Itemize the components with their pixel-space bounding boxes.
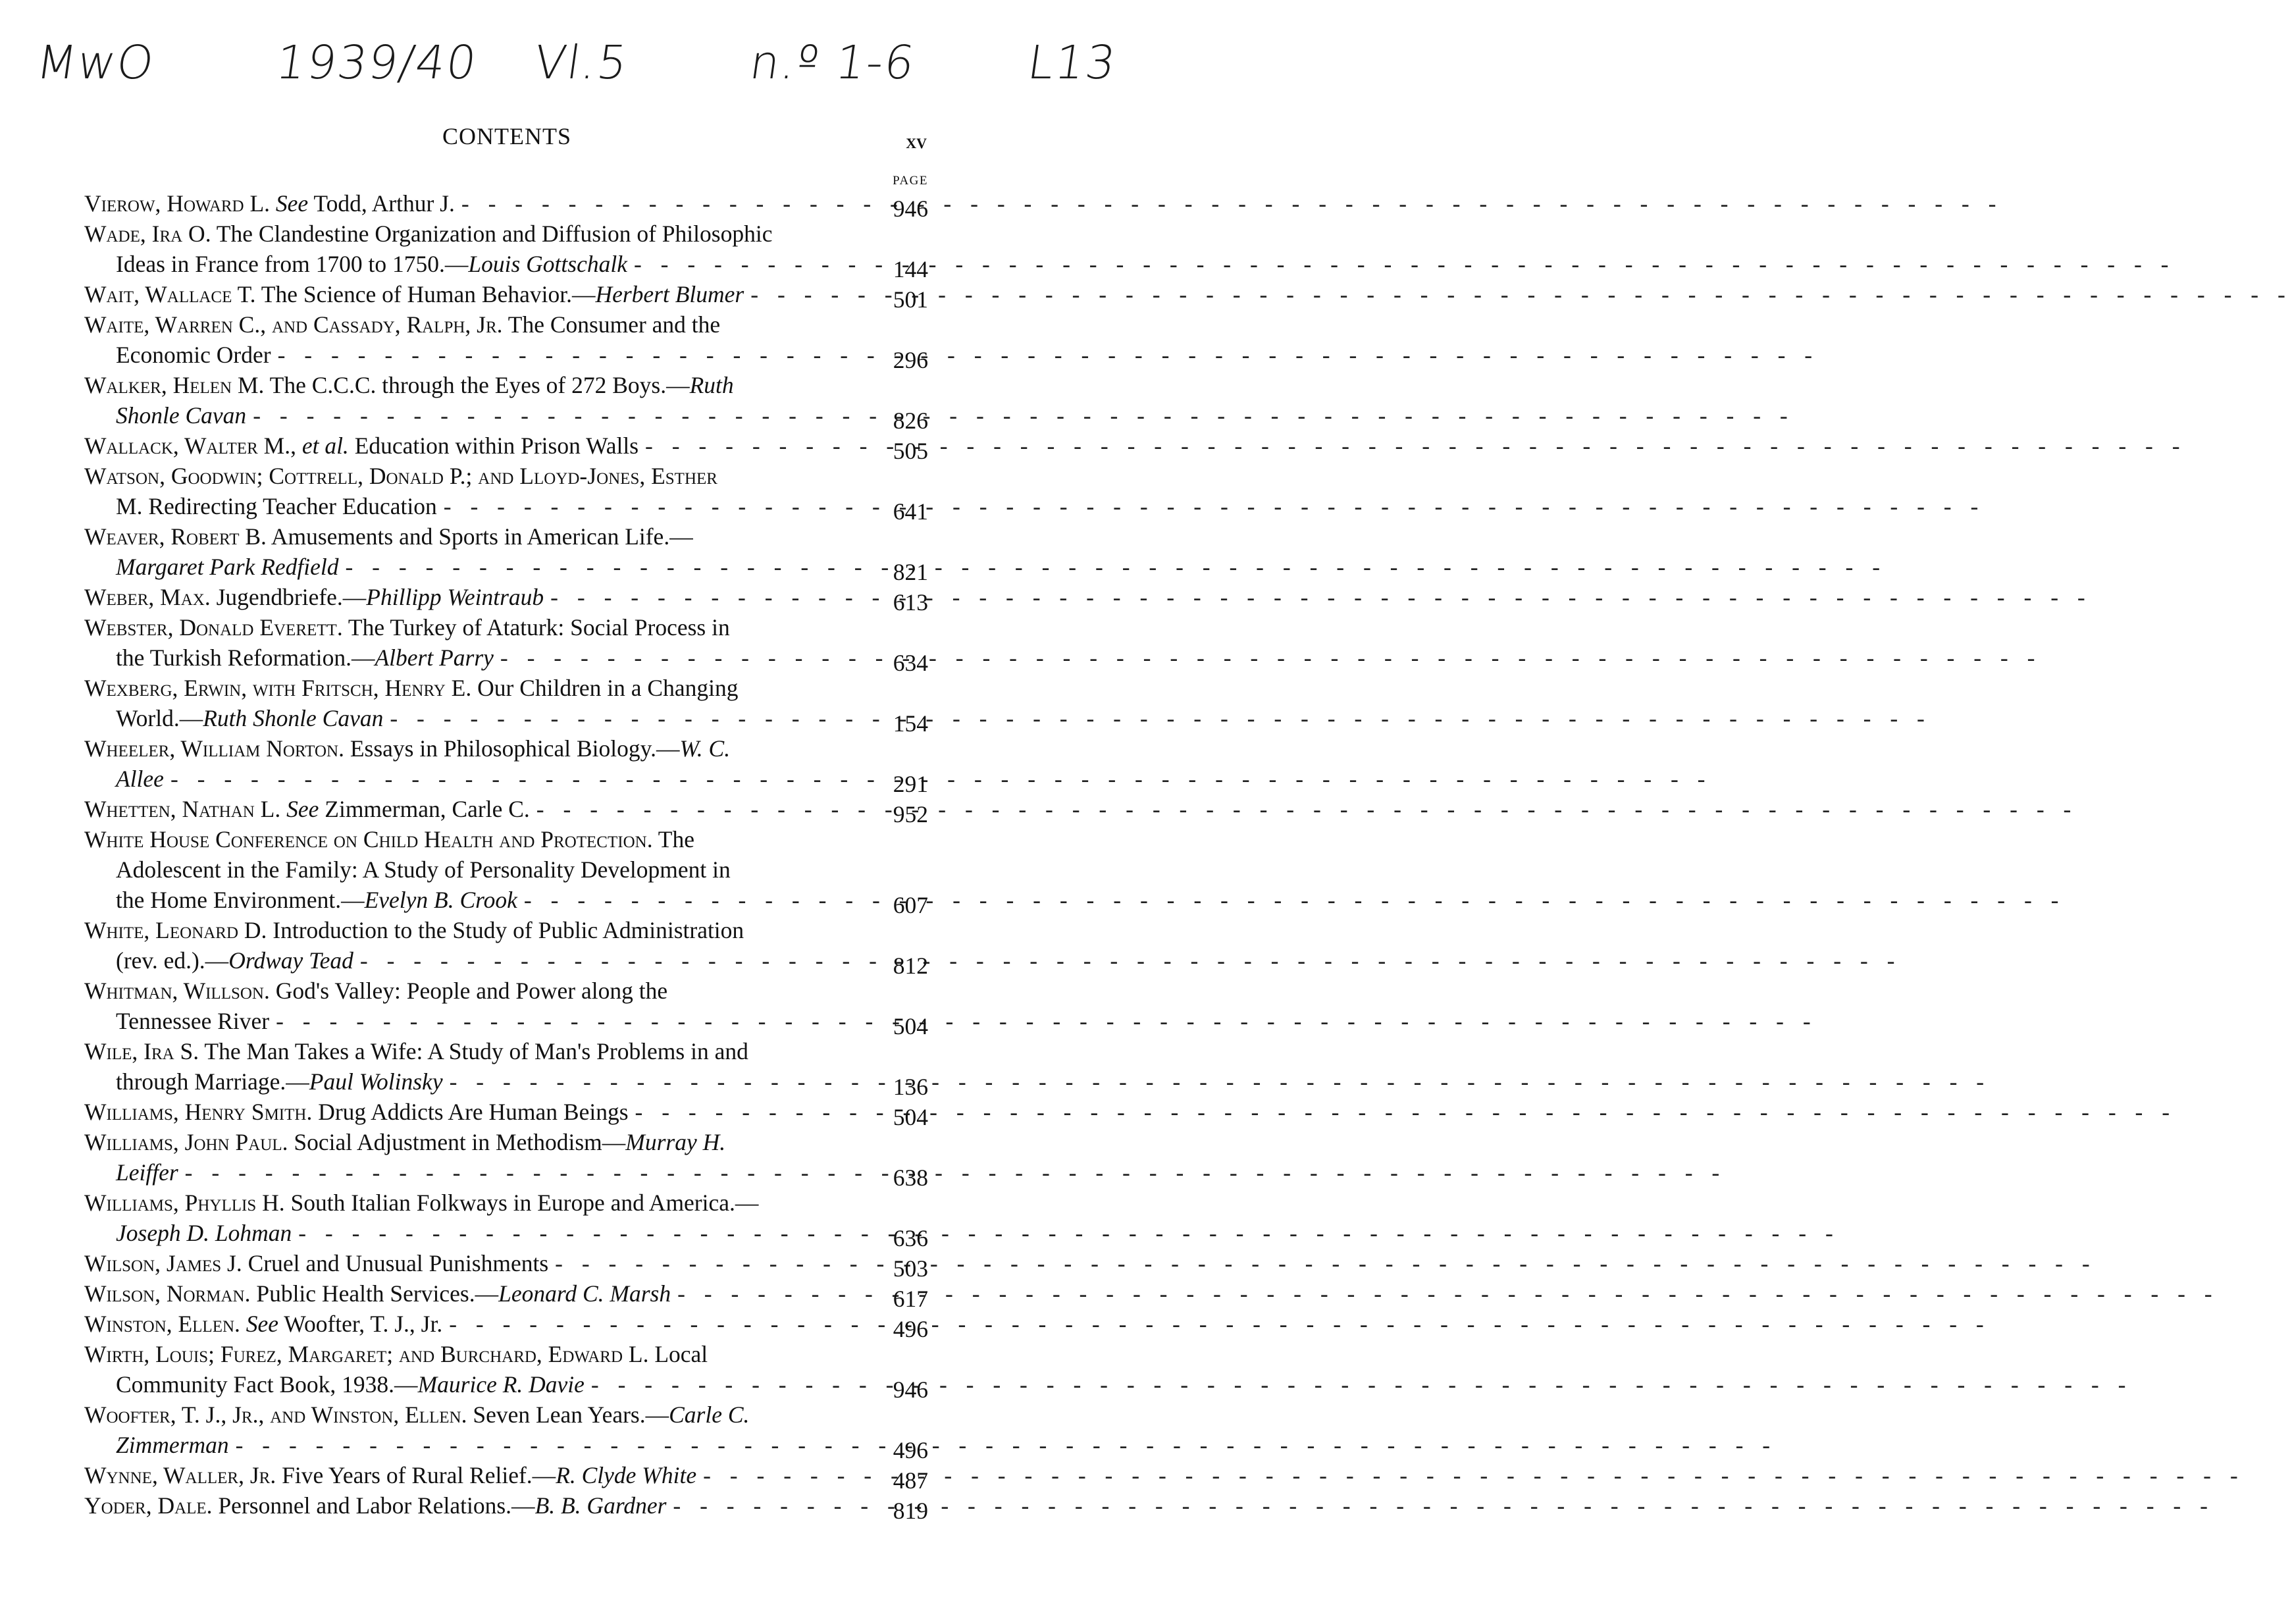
dot-leader <box>178 1157 1727 1188</box>
dot-leader <box>585 1369 2133 1400</box>
entry-title: Five Years of Rural Relief.—R. Clyde White <box>276 1462 697 1488</box>
handwritten-mark: 1939/40 <box>273 36 481 90</box>
entry-page-number: 296 <box>893 347 928 373</box>
entry-page-number: 154 <box>893 710 928 737</box>
entry-title-continued: Joseph D. Lohman <box>116 1220 292 1246</box>
entry-title-continued: (rev. ed.).—Ordway Tead <box>116 947 353 974</box>
toc-entry <box>84 309 928 373</box>
dot-leader <box>246 400 1794 431</box>
entry-page-number: 613 <box>893 589 928 616</box>
entry-title: Local <box>648 1341 708 1367</box>
toc-entry <box>84 431 928 464</box>
entry-page-number: 641 <box>893 498 928 525</box>
entry-page-number: 136 <box>893 1074 928 1100</box>
entry-title: Education within Prison Walls <box>348 432 639 459</box>
entry-title: Essays in Philosophical Biology.—W. C. <box>344 735 731 762</box>
handwritten-mark: MwO <box>33 36 159 90</box>
toc-entry <box>84 915 928 979</box>
toc-entry <box>84 279 928 313</box>
entry-title: God's Valley: People and Power along the <box>269 978 668 1004</box>
entry-author: Walker, Helen M. <box>84 372 265 398</box>
dot-leader <box>443 1066 1991 1097</box>
toc-entry <box>84 1248 928 1282</box>
page-column-label: PAGE <box>893 174 928 188</box>
entry-page-number: 504 <box>893 1104 928 1130</box>
dot-leader <box>517 885 2066 915</box>
entry-page-number: 812 <box>893 953 928 979</box>
dot-leader <box>696 1460 2245 1490</box>
entry-title: The Turkey of Ataturk: Social Process in <box>342 614 730 641</box>
entry-page-number: 636 <box>893 1225 928 1251</box>
toc-entry <box>84 824 928 918</box>
toc-entry <box>84 1339 928 1403</box>
entry-title: Jugendbriefe.—Phillipp Weintraub <box>210 584 544 610</box>
dot-leader <box>744 279 2292 309</box>
entry-title: See Todd, Arthur J. <box>275 190 455 217</box>
entry-title-continued: through Marriage.—Paul Wolinsky <box>116 1068 443 1095</box>
entry-author: Wade, Ira O. <box>84 221 211 247</box>
entry-page-number: 826 <box>893 407 928 434</box>
entry-page-number: 291 <box>893 771 928 797</box>
entry-title: The Clandestine Organization and Diffusion of Philosophic <box>211 221 773 247</box>
entry-title: Our Children in a Changing <box>471 675 739 701</box>
dot-leader <box>494 642 2042 673</box>
toc-entry <box>84 1400 928 1463</box>
entry-page-number: 821 <box>893 559 928 585</box>
entry-author: Wait, Wallace T. <box>84 281 256 307</box>
toc-entry <box>84 794 928 827</box>
toc-entry <box>84 673 928 737</box>
entry-author: Wilson, Norman. <box>84 1280 251 1307</box>
toc-entry <box>84 521 928 585</box>
entry-title-continued: Adolescent in the Family: A Study of Personality Development in <box>116 856 731 883</box>
entry-title: The Man Takes a Wife: A Study of Man's Problems in and <box>199 1038 748 1064</box>
dot-leader <box>530 794 2078 824</box>
entry-title-continued: Community Fact Book, 1938.—Maurice R. Davie <box>116 1371 585 1398</box>
entry-author: Wallack, Walter M., et al. <box>84 432 349 459</box>
entry-author: Wile, Ira S. <box>84 1038 199 1064</box>
entry-title: South Italian Folkways in Europe and America.— <box>284 1190 759 1216</box>
dot-leader <box>338 552 1887 582</box>
dot-leader <box>544 582 2092 612</box>
entry-author: Yoder, Dale. <box>84 1492 213 1519</box>
toc-entry <box>84 1036 928 1100</box>
entry-page-number: 634 <box>893 650 928 676</box>
entry-page-number: 503 <box>893 1255 928 1282</box>
entry-author: Watson, Goodwin; Cottrell, Donald P.; and Lloyd-Jones, Esther <box>84 463 717 489</box>
entry-author: Wilson, James J. <box>84 1250 242 1276</box>
entry-title-continued: Shonle Cavan <box>116 402 247 429</box>
entry-title: The <box>652 826 695 852</box>
entry-page-number: 487 <box>893 1467 928 1494</box>
entry-title: Public Health Services.—Leonard C. Marsh <box>250 1280 671 1307</box>
entry-title-continued: World.—Ruth Shonle Cavan <box>116 705 384 731</box>
entry-author: Williams, Phyllis H. <box>84 1190 285 1216</box>
entry-author: Wexberg, Erwin, with Fritsch, Henry E. <box>84 675 472 701</box>
entry-author: Woofter, T. J., Jr., and Winston, Ellen. <box>84 1401 467 1428</box>
entry-page-number: 638 <box>893 1165 928 1191</box>
dot-leader <box>229 1430 1777 1460</box>
toc-entry <box>84 1460 928 1494</box>
entry-title-continued: Margaret Park Redfield <box>116 554 339 580</box>
entry-title: Amusements and Sports in American Life.— <box>266 523 693 550</box>
entry-author: Whetten, Nathan L. <box>84 796 281 822</box>
entry-author: Whitman, Willson. <box>84 978 270 1004</box>
handwritten-mark: L13 <box>1024 36 1120 90</box>
dot-leader <box>164 764 1712 794</box>
dot-leader <box>383 703 1931 733</box>
handwritten-mark: Vl.5 <box>531 36 632 90</box>
entry-title: Seven Lean Years.—Carle C. <box>467 1401 750 1428</box>
entry-author: Weber, Max. <box>84 584 211 610</box>
entry-title: Personnel and Labor Relations.—B. B. Gardner <box>212 1492 667 1519</box>
entry-page-number: 144 <box>893 256 928 282</box>
toc-entry <box>84 976 928 1039</box>
entry-author: Waite, Warren C., and Cassady, Ralph, Jr. <box>84 311 503 338</box>
entry-page-number: 946 <box>893 1376 928 1403</box>
entry-author: Williams, Henry Smith. <box>84 1099 313 1125</box>
dot-leader <box>271 340 1819 370</box>
entry-title-continued: M. Redirecting Teacher Education <box>116 493 437 519</box>
entry-page-number: 952 <box>893 801 928 827</box>
dot-leader <box>292 1218 1840 1248</box>
page-title: CONTENTS <box>442 123 571 149</box>
entry-author: Weaver, Robert B. <box>84 523 267 550</box>
toc-entry <box>84 1309 928 1342</box>
toc-entry <box>84 1097 928 1130</box>
entry-title: The C.C.C. through the Eyes of 272 Boys.—Ruth <box>264 372 734 398</box>
entry-page-number: 496 <box>893 1437 928 1463</box>
dot-leader <box>627 249 2175 279</box>
page-number: xv <box>906 129 927 153</box>
dot-leader <box>437 491 1985 521</box>
dot-leader <box>548 1248 2097 1278</box>
entry-author: Vierow, Howard L. <box>84 190 271 217</box>
entry-title: Introduction to the Study of Public Administration <box>267 917 744 943</box>
entry-author: Wheeler, William Norton. <box>84 735 344 762</box>
handwritten-mark: n.º 1-6 <box>746 36 919 90</box>
contents-list <box>84 188 928 1524</box>
entry-author: Williams, John Paul. <box>84 1129 288 1155</box>
entry-title-continued: Allee <box>116 766 164 792</box>
entry-title: See Woofter, T. J., Jr. <box>246 1311 443 1337</box>
entry-title-continued: the Turkish Reformation.—Albert Parry <box>116 644 494 671</box>
entry-title: Drug Addicts Are Human Beings <box>312 1099 629 1125</box>
dot-leader <box>455 188 2003 219</box>
entry-title-continued: Ideas in France from 1700 to 1750.—Louis Gottschalk <box>116 251 627 277</box>
entry-title-continued: Zimmerman <box>116 1432 229 1458</box>
dot-leader <box>269 1006 1817 1036</box>
toc-entry <box>84 370 928 434</box>
dot-leader <box>629 1097 2177 1127</box>
toc-entry <box>84 1278 928 1312</box>
entry-page-number: 505 <box>893 438 928 464</box>
dot-leader <box>442 1309 1991 1339</box>
entry-page-number: 607 <box>893 892 928 918</box>
entry-title: The Science of Human Behavior.—Herbert Blumer <box>255 281 744 307</box>
entry-title-continued: Economic Order <box>116 342 271 368</box>
entry-page-number: 501 <box>893 286 928 313</box>
toc-entry <box>84 612 928 676</box>
entry-title: See Zimmerman, Carle C. <box>286 796 530 822</box>
entry-author: White House Conference on Child Health and Protection. <box>84 826 653 852</box>
toc-entry <box>84 1490 928 1524</box>
toc-entry <box>84 1188 928 1251</box>
entry-page-number: 496 <box>893 1316 928 1342</box>
entry-page-number: 617 <box>893 1286 928 1312</box>
entry-title: Cruel and Unusual Punishments <box>242 1250 549 1276</box>
entry-author: Wynne, Waller, Jr. <box>84 1462 276 1488</box>
entry-title-continued: the Home Environment.—Evelyn B. Crook <box>116 887 517 913</box>
entry-title-continued: Leiffer <box>116 1159 178 1186</box>
entry-page-number: 946 <box>893 196 928 222</box>
entry-title-continued: Tennessee River <box>116 1008 270 1034</box>
toc-entry <box>84 219 928 282</box>
entry-author: Wirth, Louis; Furez, Margaret; and Burchard, Edward L. <box>84 1341 649 1367</box>
entry-author: Webster, Donald Everett. <box>84 614 343 641</box>
entry-page-number: 819 <box>893 1498 928 1524</box>
entry-title: The Consumer and the <box>502 311 721 338</box>
toc-entry <box>84 733 928 797</box>
entry-author: White, Leonard D. <box>84 917 267 943</box>
entry-title: Social Adjustment in Methodism—Murray H. <box>288 1129 726 1155</box>
dot-leader <box>353 945 1902 976</box>
toc-entry <box>84 582 928 616</box>
entry-author: Winston, Ellen. <box>84 1311 240 1337</box>
toc-entry <box>84 461 928 525</box>
toc-entry <box>84 1127 928 1191</box>
entry-page-number: 504 <box>893 1013 928 1039</box>
toc-entry <box>84 188 928 222</box>
